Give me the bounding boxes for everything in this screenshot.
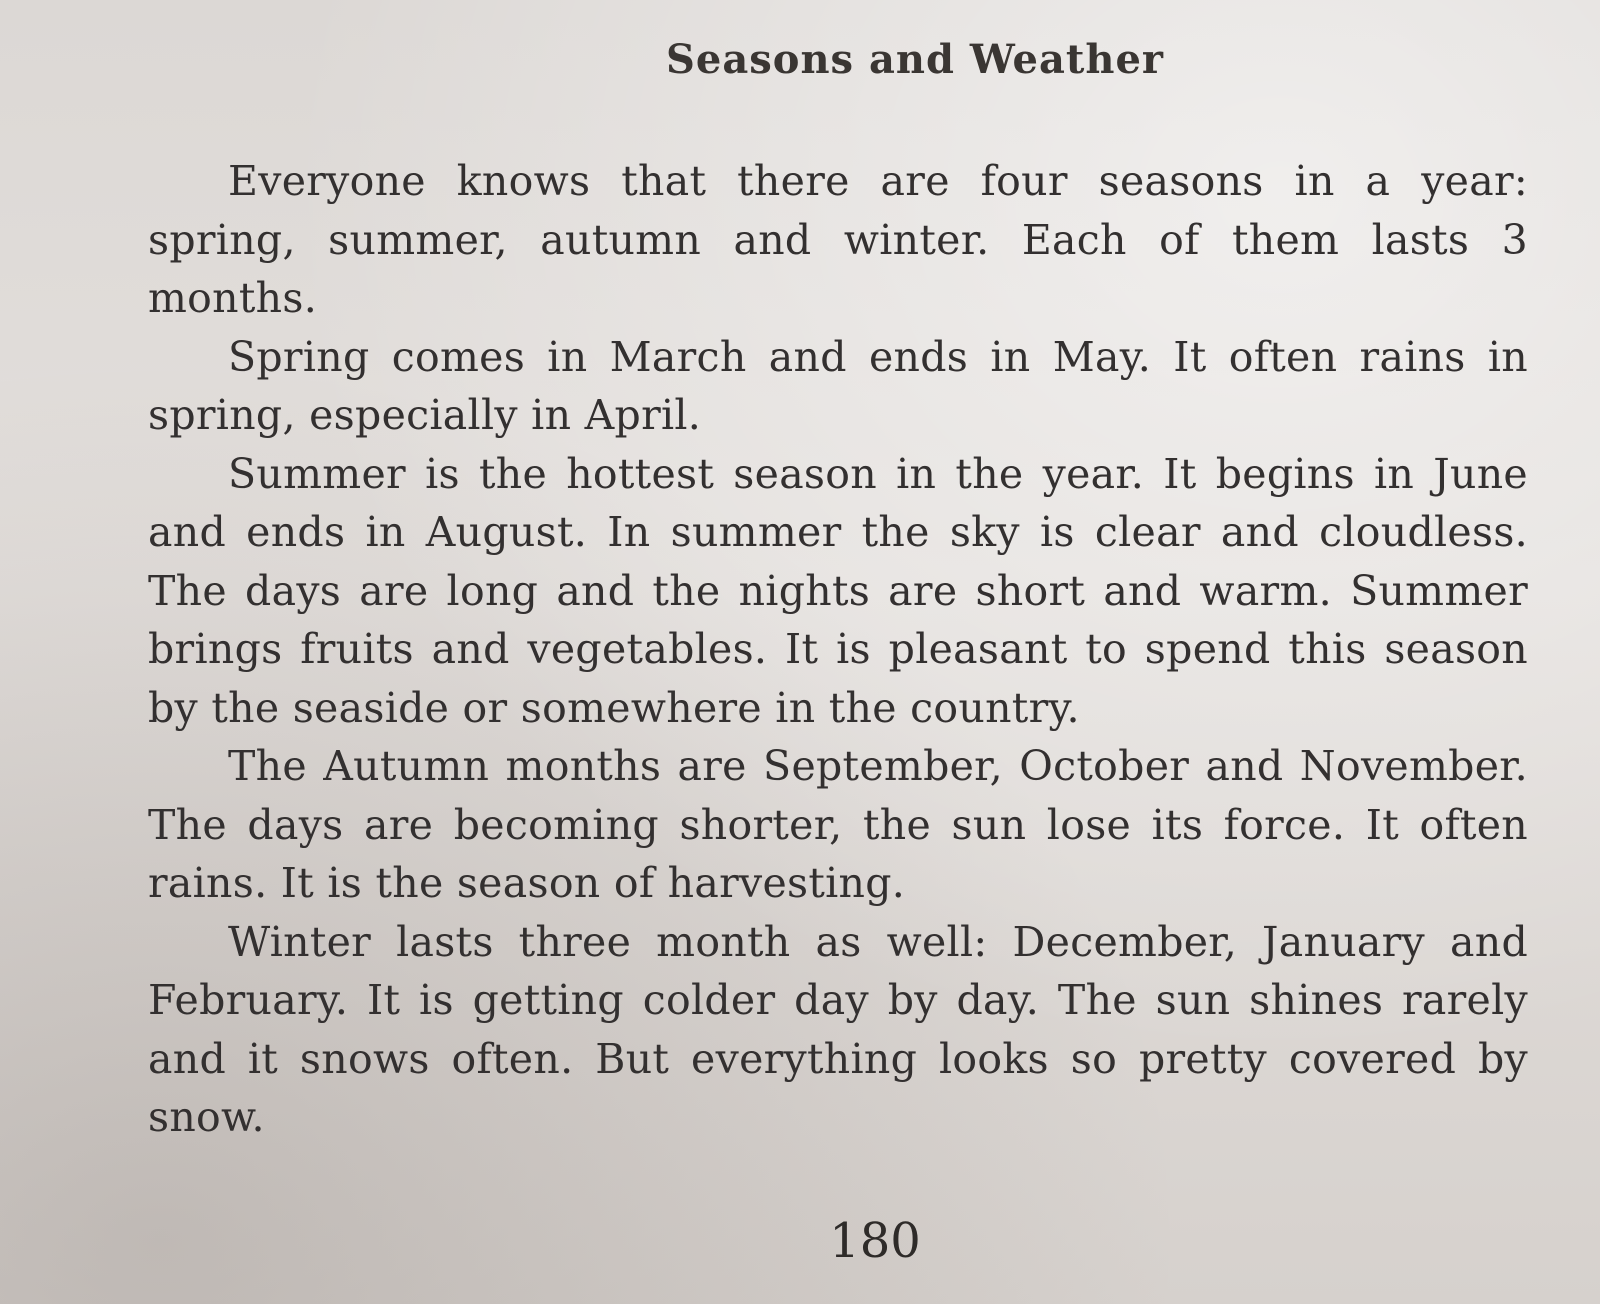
paragraph-autumn: The Autumn months are September, October and November. The days are becoming shorter, the sun lose its force. It often rains. It is the season of harvesting. [148, 742, 1528, 907]
paragraph-summer: Summer is the hottest season in the year. It begins in June and ends in August. In summer the sky is clear and cloudless. The days are long and the nights are short and warm. Summer brings fruits and vegetables. It is pleasant to spend this season by the seaside or somewhere in the country. [148, 449, 1528, 732]
body-text [148, 152, 1528, 1147]
paragraph-spring: Spring comes in March and ends in May. It often rains in spring, especially in April. [148, 332, 1528, 439]
page-title: Seasons and Weather [666, 36, 1164, 83]
page-number: 180 [829, 1213, 921, 1269]
paragraph-winter: Winter lasts three month as well: December, January and February. It is getting colder day by day. The sun shines rarely and it snows often. But everything looks so pretty covered by snow. [148, 917, 1528, 1141]
paragraph-seasons-intro: Everyone knows that there are four seasons in a year: spring, summer, autumn and winter. Each of them lasts 3 months. [148, 157, 1528, 322]
